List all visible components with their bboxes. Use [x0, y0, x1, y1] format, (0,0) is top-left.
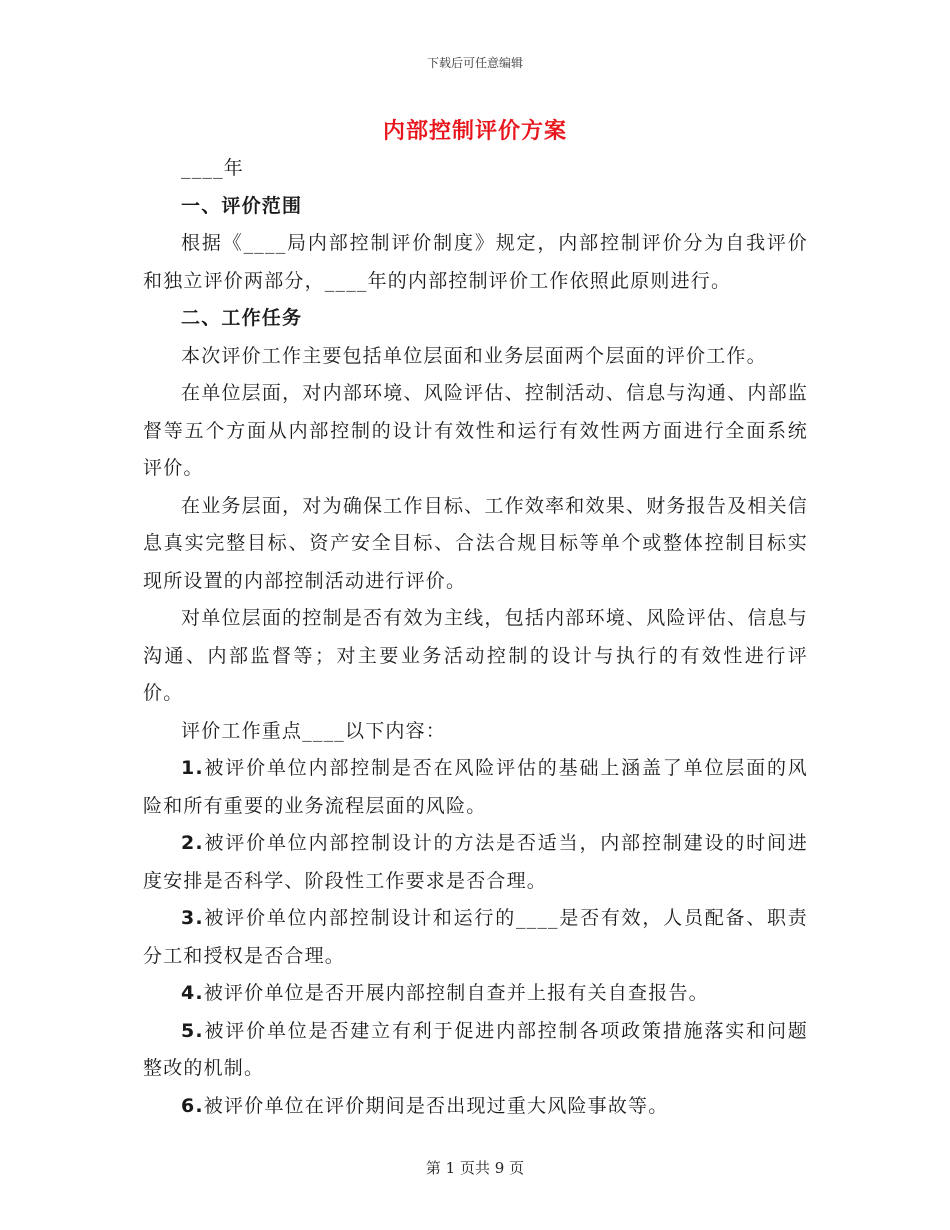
page-footer: 第 1 页共 9 页 [425, 1159, 525, 1177]
document-title: 内部控制评价方案 [382, 118, 567, 144]
list-item-text: 被评价单位内部控制设计的方法是否适当，内部控制建设的时间进度安排是否科学、阶段性工作要求是否合理。 [143, 832, 808, 892]
list-item-text: 被评价单位内部控制是否在风险评估的基础上涵盖了单位层面的风险和所有重要的业务流程层面的风险。 [143, 757, 808, 817]
list-item-number: 1. [181, 757, 204, 779]
list-item [143, 825, 808, 900]
list-item [143, 900, 808, 975]
list-item-number: 4. [181, 982, 204, 1004]
tasks-paragraph-focus: 评价工作重点____以下内容： [181, 719, 447, 742]
tasks-paragraph-mainline: 对单位层面的控制是否有效为主线，包括内部环境、风险评估、信息与沟通、内部监督等；对主要业务活动控制的设计与执行的有效性进行评价。 [143, 607, 808, 704]
list-item-number: 6. [181, 1094, 204, 1117]
section-heading-scope: 一、评价范围 [181, 194, 303, 217]
year-line: ____年 [181, 157, 245, 179]
list-item [143, 975, 808, 1013]
header-note: 下载后可任意编辑 [426, 56, 523, 70]
list-item-number: 2. [181, 832, 204, 854]
list-item-text: 被评价单位在评价期间是否出现过重大风险事故等。 [203, 1094, 669, 1117]
tasks-paragraph-unit-level: 在单位层面，对内部环境、风险评估、控制活动、信息与沟通、内部监督等五个方面从内部控制的设计有效性和运行有效性两方面进行全面系统评价。 [143, 382, 808, 479]
document-body [143, 150, 808, 1125]
tasks-paragraph-overview: 本次评价工作主要包括单位层面和业务层面两个层面的评价工作。 [181, 344, 767, 367]
list-item [143, 1088, 808, 1126]
section-heading-tasks: 二、工作任务 [181, 307, 303, 329]
list-item-number: 5. [181, 1019, 204, 1042]
list-item-number: 3. [181, 907, 204, 929]
scope-paragraph: 根据《____局内部控制评价制度》规定，内部控制评价分为自我评价和独立评价两部分，____年的内部控制评价工作依照此原则进行。 [143, 232, 808, 292]
list-item-text: 被评价单位内部控制设计和运行的____是否有效，人员配备、职责分工和授权是否合理。 [143, 907, 808, 967]
tasks-paragraph-business-level: 在业务层面，对为确保工作目标、工作效率和效果、财务报告及相关信息真实完整目标、资产安全目标、合法合规目标等单个或整体控制目标实现所设置的内部控制活动进行评价。 [143, 494, 808, 592]
list-item-text: 被评价单位是否建立有利于促进内部控制各项政策措施落实和问题整改的机制。 [143, 1019, 808, 1079]
list-item-text: 被评价单位是否开展内部控制自查并上报有关自查报告。 [203, 982, 709, 1004]
list-item [143, 750, 808, 825]
list-item [143, 1013, 808, 1088]
